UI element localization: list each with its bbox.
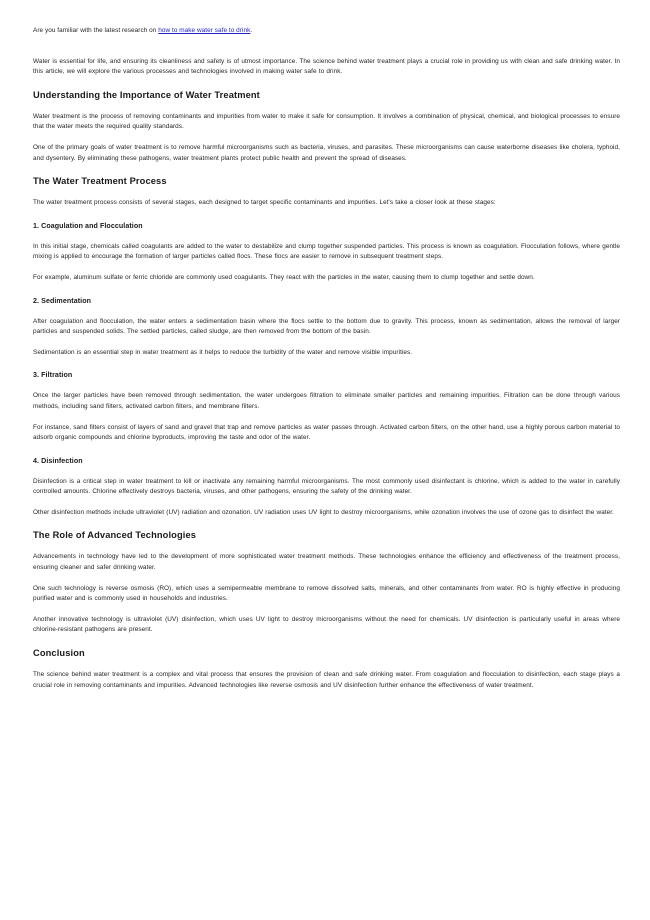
intro-line xyxy=(33,26,620,37)
document-body xyxy=(33,26,620,761)
paragraph: One such technology is reverse osmosis (RO), which uses a semipermeable membrane to remove dissolved salts, minerals, and other contaminants from water. RO is highly effective in producing purified water and is commonly used in households and industries. xyxy=(33,584,620,603)
section-heading-process: The Water Treatment Process xyxy=(33,176,167,187)
paragraph: For instance, sand filters consist of layers of sand and gravel that trap and remove particles as water passes through. Activated carbon filters, on the other hand, use a highly porous carbon material to adsorb organic compounds and chlorine byproducts, improving the taste and odor of the water. xyxy=(33,423,620,442)
paragraph: The water treatment process consists of several stages, each designed to target specific contaminants and impurities. Let's take a closer look at these stages: xyxy=(33,199,496,207)
research-link[interactable]: how to make water safe to drink xyxy=(158,27,251,34)
paragraph: Water treatment is the process of removing contaminants and impurities from water to make it safe for consumption. It involves a combination of physical, chemical, and biological processes to ensure that the water meets the required quality standards. xyxy=(33,112,620,131)
sub-heading-disinfection: 4. Disinfection xyxy=(33,456,83,465)
paragraph: Other disinfection methods include ultraviolet (UV) radiation and ozonation. UV radiation uses UV light to destroy microorganisms, while ozonation involves the use of ozone gas to disinfect the water. xyxy=(33,508,614,516)
section-heading-conclusion: Conclusion xyxy=(33,648,85,659)
paragraph: For example, aluminum sulfate or ferric chloride are commonly used coagulants. They react with the particles in the water, causing them to clump together and settle down. xyxy=(33,273,535,281)
intro-text-after-link: . xyxy=(250,27,253,34)
paragraph: Advancements in technology have led to the development of more sophisticated water treatment methods. These technologies enhance the efficiency and effectiveness of the treatment process, ensuring cleaner and safer drinking water. xyxy=(33,553,620,572)
paragraph: The science behind water treatment is a complex and vital process that ensures the provision of clean and safe drinking water. From coagulation and flocculation to disinfection, each stage plays a crucial role in removing contaminants and impurities. Advanced technologies like reverse osmosis and UV disinfection further enhance the effectiveness of water treatment. xyxy=(33,671,620,689)
lead-paragraph: Water is essential for life, and ensuring its cleanliness and safety is of utmost importance. The science behind water treatment plays a crucial role in providing us with clean and safe drinking water. In this article, we will explore the various processes and technologies involved in making water safe to drink. xyxy=(33,57,620,76)
section-heading-advanced-technologies: The Role of Advanced Technologies xyxy=(33,530,197,541)
paragraph: Another innovative technology is ultraviolet (UV) disinfection, which uses UV light to destroy microorganisms without the need for chemicals. UV disinfection is particularly useful in areas where chlorine-resistant pathogens are present. xyxy=(33,615,620,634)
paragraph: After coagulation and flocculation, the water enters a sedimentation basin where the flocs settle to the bottom due to gravity. This process, known as sedimentation, allows the removal of larger particles and suspended solids. The settled particles, called sludge, are then removed from the bottom of the basin. xyxy=(33,317,620,336)
sub-heading-sedimentation: 2. Sedimentation xyxy=(33,296,92,305)
paragraph: In this initial stage, chemicals called coagulants are added to the water to destabilize and clump together suspended particles. This process is known as coagulation. Flocculation follows, where gentle mixing is applied to encourage the formation of larger particles called flocs. These flocs are easier to remove in subsequent treatment steps. xyxy=(33,242,620,261)
sub-heading-filtration: 3. Filtration xyxy=(33,371,73,380)
paragraph: Sedimentation is an essential step in water treatment as it helps to reduce the turbidity of the water and remove visible impurities. xyxy=(33,348,413,356)
sub-heading-coagulation: 1. Coagulation and Flocculation xyxy=(33,221,143,230)
paragraph: One of the primary goals of water treatment is to remove harmful microorganisms such as bacteria, viruses, and parasites. These microorganisms can cause waterborne diseases like cholera, typhoid, and dysentery. By eliminating these pathogens, water treatment plants protect public health and prevent the spread of diseases. xyxy=(33,143,620,162)
bottom-spacer xyxy=(33,701,620,761)
section-heading-importance: Understanding the Importance of Water Treatment xyxy=(33,89,260,100)
intro-text-before-link: Are you familiar with the latest research on xyxy=(33,27,159,34)
paragraph: Disinfection is a critical step in water treatment to kill or inactivate any remaining harmful microorganisms. The most commonly used disinfectant is chlorine, which is added to the water in carefully controlled amounts. Chlorine effectively destroys bacteria, viruses, and other pathogens, ensuring the safety of the drinking water. xyxy=(33,477,620,496)
paragraph: Once the larger particles have been removed through sedimentation, the water undergoes filtration to eliminate smaller particles and remaining impurities. Filtration can be done through various methods, including sand filters, activated carbon filters, and membrane filters. xyxy=(33,392,620,410)
